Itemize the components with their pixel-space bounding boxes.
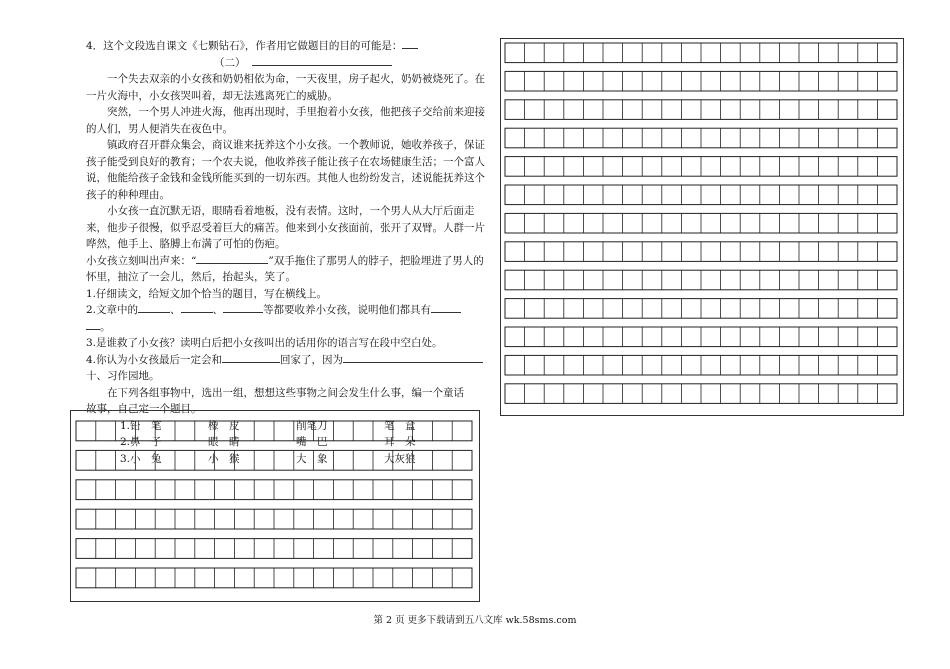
- title-blank[interactable]: [252, 55, 392, 66]
- passage-p1: 一个失去双亲的小女孩和奶奶相依为命，一天夜里，房子起火，奶奶被烧死了。在一片火海中，小女孩哭叫着，却无法逃离死亡的威胁。: [86, 73, 485, 102]
- writing-grid-left[interactable]: [70, 410, 480, 602]
- word: 嘴 巴: [296, 436, 328, 448]
- passage-p3: 镇政府召开群众集会，商议谁来抚养这个小女孩。一个教师说，她收养孩子，保证孩子能受到良好的教育；一个农夫说，他收养孩子能让孩子在农场健康生活；一个富人说，他能给孩子金钱和金钱所能买到的一切东西。其他人也纷纷发言，述说能抚养这个孩子的种种理由。: [86, 139, 485, 201]
- word: 耳 朵: [384, 436, 416, 448]
- page-footer: 第 2 页 更多下载请到五八文库 wk.58sms.com: [373, 615, 577, 626]
- blank-q2-4[interactable]: [431, 302, 461, 313]
- blank-q2-1[interactable]: [138, 302, 170, 313]
- blank-q2-5[interactable]: [86, 319, 100, 330]
- word: 橡 皮: [208, 419, 240, 432]
- section-ten-instruction-2: 故事，自己定一个题目。: [86, 403, 202, 415]
- word: 大灰狼: [384, 452, 416, 465]
- word: 1.铅 笔: [120, 419, 162, 432]
- word: 小 猴: [208, 452, 240, 465]
- passage-p5: 小女孩立刻叫出声来：“ ”双手拖住了那男人的脖子，把脸埋进了男人的怀里，抽泣了一会儿，然后，抬起头，笑了。: [86, 254, 484, 283]
- blank-q2-2[interactable]: [181, 302, 213, 313]
- question-4: 4.你认为小女孩最后一定会和 回家了，因为: [86, 352, 486, 369]
- passage-p4: 小女孩一直沉默无语，眼睛看着地板，没有表情。这时，一个男人从大厅后面走来，他步子很慢，似乎忍受着巨大的痛苦。他来到小女孩面前，张开了双臂。人群一片哗然，他手上、胳膊上布满了可怕的伤疤。: [86, 205, 485, 250]
- question-2: 2.文章中的 、 、 等都要收养小女孩，说明他们都具有 。: [86, 302, 486, 335]
- shout-blank[interactable]: [196, 253, 268, 264]
- grid-svg: [71, 411, 479, 601]
- word: 眼 睛: [208, 436, 240, 448]
- section-title-2: （二）: [86, 55, 486, 72]
- word: 2.鼻 子: [120, 436, 162, 448]
- writing-grid-right[interactable]: [500, 38, 904, 416]
- word: 笔 盒: [384, 419, 416, 432]
- passage-p2: 突然，一个男人冲进火海，他再出现时，手里抱着小女孩，他把孩子交给前来迎接的人们，男人便消失在夜色中。: [86, 106, 485, 135]
- section-ten-instruction: 在下列各组事物中，选出一组，想想这些事物之间会发生什么事，编一个童话: [107, 386, 464, 399]
- section-ten-title: 十、习作园地。: [86, 370, 160, 382]
- word: 大 象: [296, 452, 328, 465]
- blank-q2-3[interactable]: [223, 302, 263, 313]
- blank-q4-1[interactable]: [222, 352, 280, 363]
- question-1: 1.仔细读文，给短文加个恰当的题目，写在横线上。: [86, 287, 328, 300]
- blank-q4-2[interactable]: [343, 352, 483, 363]
- grid-svg: [501, 39, 903, 415]
- q4-line: 4．这个文段选自课文《七颗钻石》，作者用它做题目的目的可能是：: [86, 38, 486, 55]
- left-column: [86, 38, 486, 467]
- word: 削笔刀: [296, 419, 328, 432]
- word: 3.小 兔: [120, 452, 162, 465]
- answer-blank[interactable]: [402, 38, 418, 49]
- question-3: 3.是谁救了小女孩？读明白后把小女孩叫出的话用你的语言写在段中空白处。: [86, 337, 443, 349]
